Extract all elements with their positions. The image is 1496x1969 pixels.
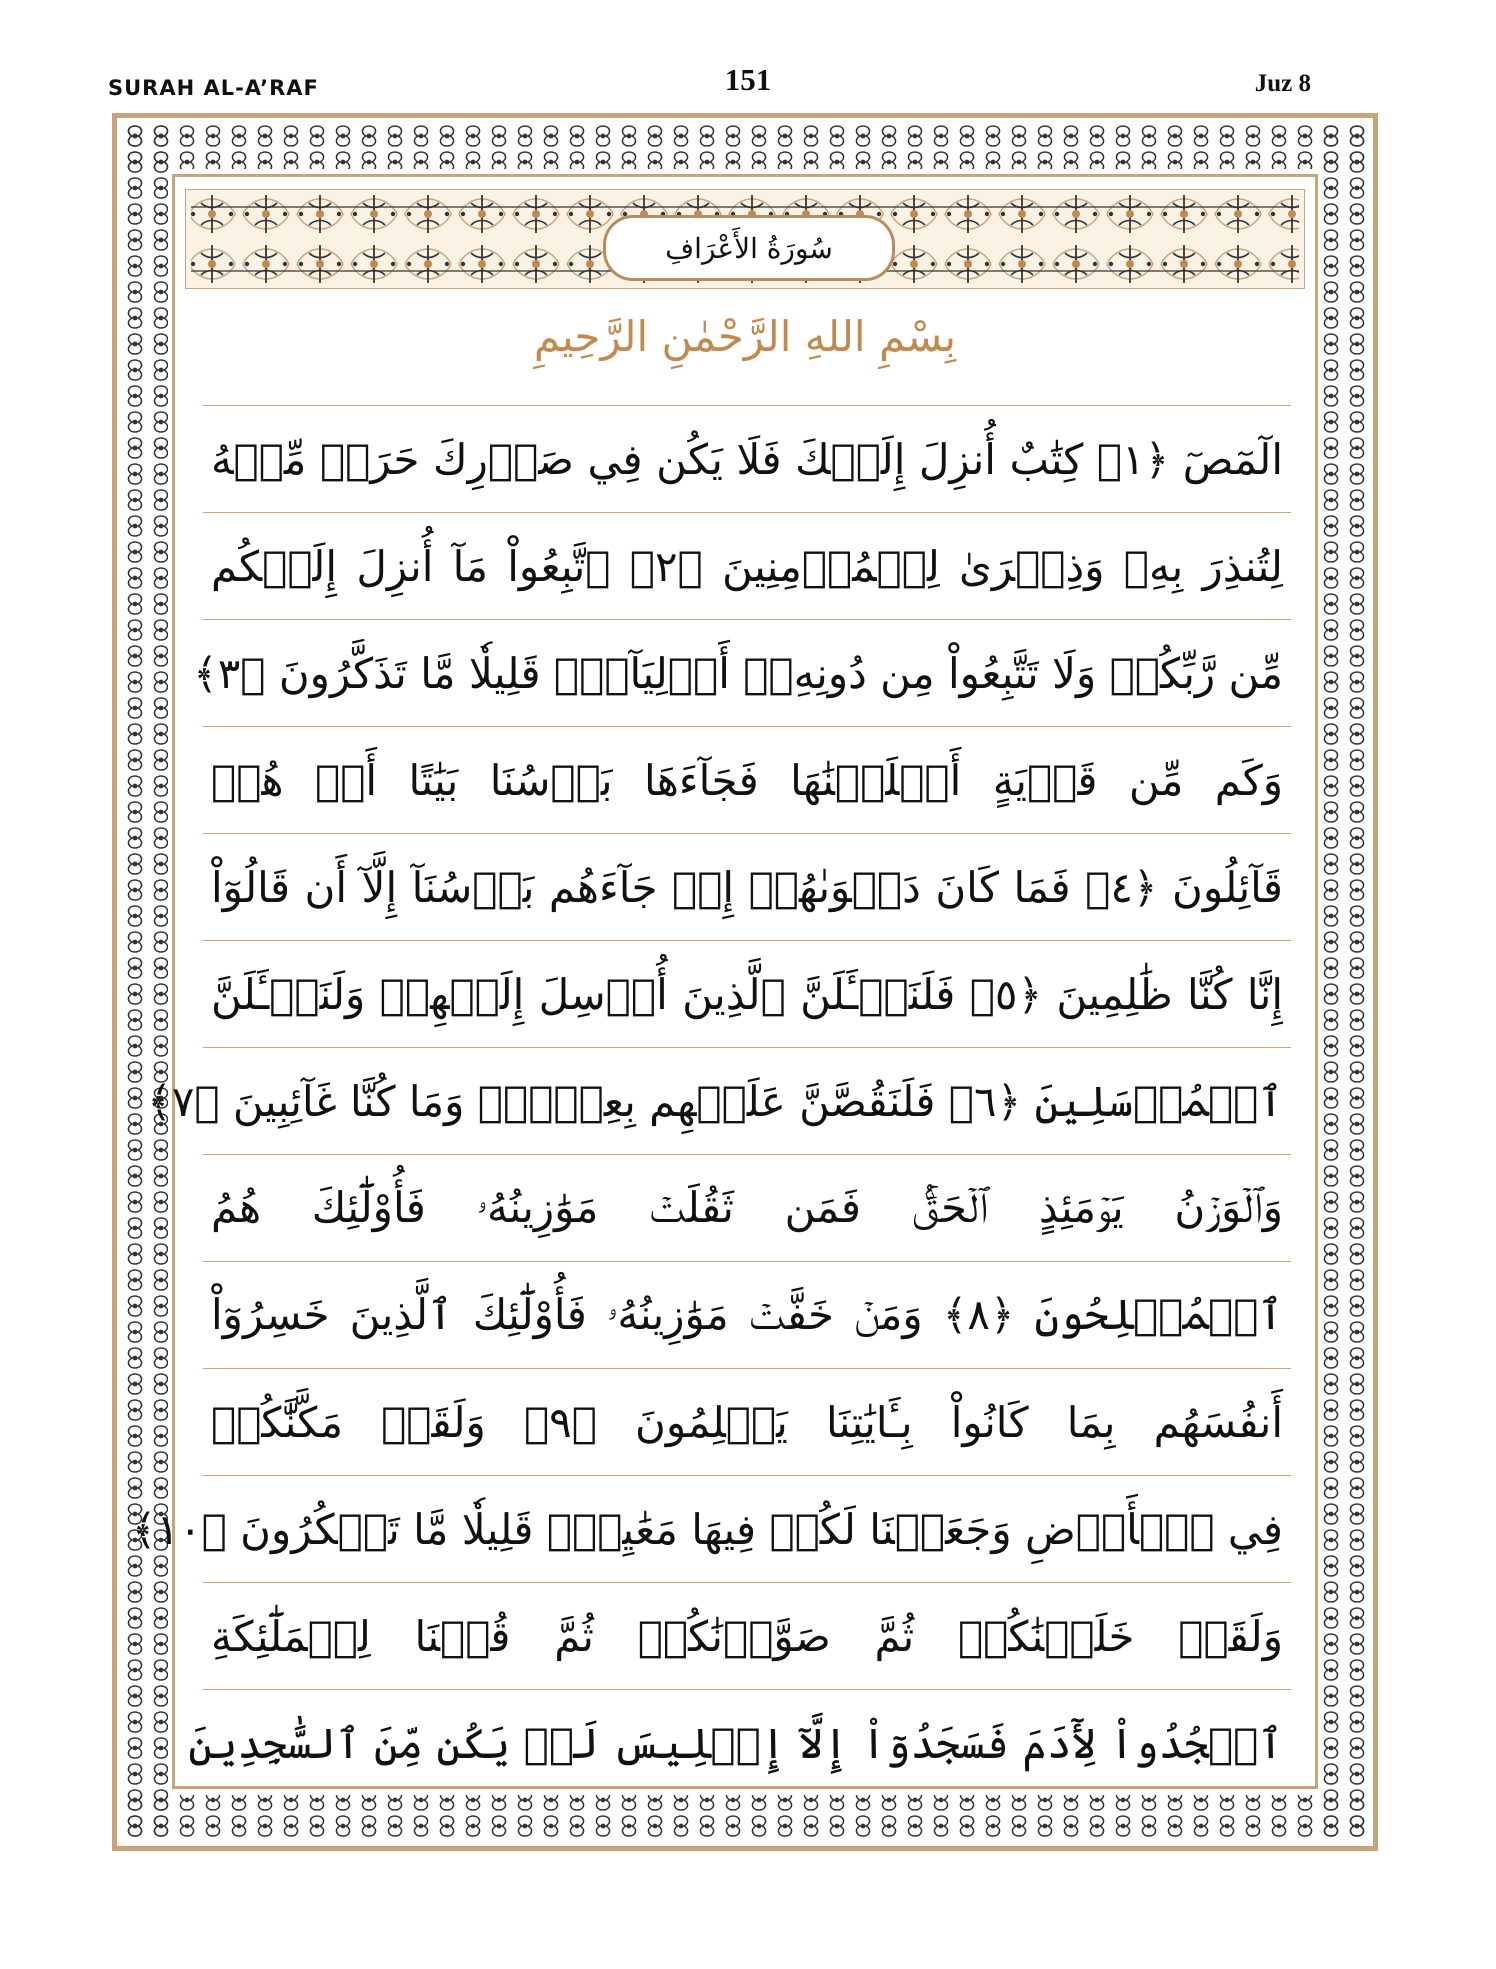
juz-label: Juz 8	[1254, 70, 1311, 97]
surah-title-banner	[185, 189, 1305, 289]
page-number: 151	[724, 62, 772, 97]
verse-line-text: أَنفُسَهُم بِمَا كَانُواْ بِـَٔايَٰتِنَا يَظۡلِمُونَ ﴿٩﴾ وَلَقَدۡ مَكَّنَّٰكُمۡ	[211, 1397, 1283, 1447]
verse-line	[203, 512, 1291, 619]
verse-line-text: قَآئِلُونَ ﴿٤﴾ فَمَا كَانَ دَعۡوَىٰهُمۡ إِذۡ جَآءَهُم بَأۡسُنَآ إِلَّآ أَن قَالُوٓاْ	[211, 862, 1284, 912]
verse-line-text: إِنَّا كُنَّا ظَٰلِمِينَ ﴿٥﴾ فَلَنَسۡـَٔلَنَّ ٱلَّذِينَ أُرۡسِلَ إِلَيۡهِمۡ وَلَنَسۡـَٔلَنَّ	[211, 969, 1283, 1019]
verse-line-text: ٱسۡجُدُواْ لِأٓدَمَ فَسَجَدُوٓاْ إِلَّآ إِبۡلِيسَ لَمۡ يَكُن مِّنَ ٱلسَّٰجِدِينَ	[188, 1718, 1283, 1768]
verse-line	[203, 405, 1291, 512]
verse-line-text: مِّن رَّبِّكُمۡ وَلَا تَتَّبِعُواْ مِن دُونِهِۦٓ أَوۡلِيَآءَۗ قَلِيلٗا مَّا تَذَكَّرُونَ ﴿٣﴾	[193, 648, 1283, 698]
verse-line-text: وَلَقَدۡ خَلَقۡنَٰكُمۡ ثُمَّ صَوَّرۡنَٰكُمۡ ثُمَّ قُلۡنَا لِلۡمَلَٰٓئِكَةِ	[211, 1611, 1283, 1661]
verse-line	[203, 833, 1291, 940]
verse-line-text: لِتُنذِرَ بِهِۦ وَذِكۡرَىٰ لِلۡمُؤۡمِنِينَ ﴿٢﴾ ٱتَّبِعُواْ مَآ أُنزِلَ إِلَيۡكُم	[211, 541, 1283, 591]
verse-line	[188, 1689, 1291, 1796]
text-panel	[131, 174, 1318, 1789]
verse-line-text: فِي ٱلۡأَرۡضِ وَجَعَلۡنَا لَكُمۡ فِيهَا مَعَٰيِشَۗ قَلِيلٗا مَّا تَشۡكُرُونَ ﴿١٠﴾	[131, 1504, 1283, 1554]
surah-name-header: SURAH AL-A’RAF	[108, 76, 319, 100]
verse-line	[203, 1368, 1291, 1475]
verse-line	[203, 1261, 1291, 1368]
verse-line-text: الٓمٓصٓ ﴿١﴾ كِتَٰبٌ أُنزِلَ إِلَيۡكَ فَلَا يَكُن فِي صَدۡرِكَ حَرَجٞ مِّنۡهُ	[211, 434, 1283, 484]
verse-line	[193, 619, 1291, 726]
verse-line	[131, 1475, 1291, 1582]
verse-line	[203, 726, 1291, 833]
verse-line-text: وَٱلۡوَزۡنُ يَوۡمَئِذٍ ٱلۡحَقُّۚ فَمَن ثَقُلَتۡ مَوَٰزِينُهُۥ فَأُوْلَٰٓئِكَ هُمُ	[211, 1183, 1283, 1232]
verse-lines	[131, 405, 1291, 1796]
verse-line	[203, 940, 1291, 1047]
page-frame	[112, 113, 1378, 1851]
verse-line-text: وَكَم مِّن قَرۡيَةٍ أَهۡلَكۡنَٰهَا فَجَآءَهَا بَأۡسُنَا بَيَٰتًا أَوۡ هُمۡ	[211, 755, 1283, 805]
verse-line	[203, 1582, 1291, 1689]
verse-line-text: ٱلۡمُرۡسَلِينَ ﴿٦﴾ فَلَنَقُصَّنَّ عَلَيۡهِم بِعِلۡمٖۖ وَمَا كُنَّا غَآئِبِينَ ﴿٧﴾	[147, 1076, 1283, 1126]
verse-line-text: ٱلۡمُفۡلِحُونَ ﴿٨﴾ وَمَنۡ خَفَّتۡ مَوَٰزِينُهُۥ فَأُوْلَٰٓئِكَ ٱلَّذِينَ خَسِرُوٓاْ	[211, 1290, 1284, 1339]
surah-title: سُورَةُ الأَعْرَافِ	[603, 215, 895, 281]
bismillah: بِسْمِ اللهِ الرَّحْمٰنِ الرَّحِيمِ	[533, 312, 957, 361]
verse-line	[203, 1154, 1291, 1261]
verse-line	[147, 1047, 1291, 1154]
